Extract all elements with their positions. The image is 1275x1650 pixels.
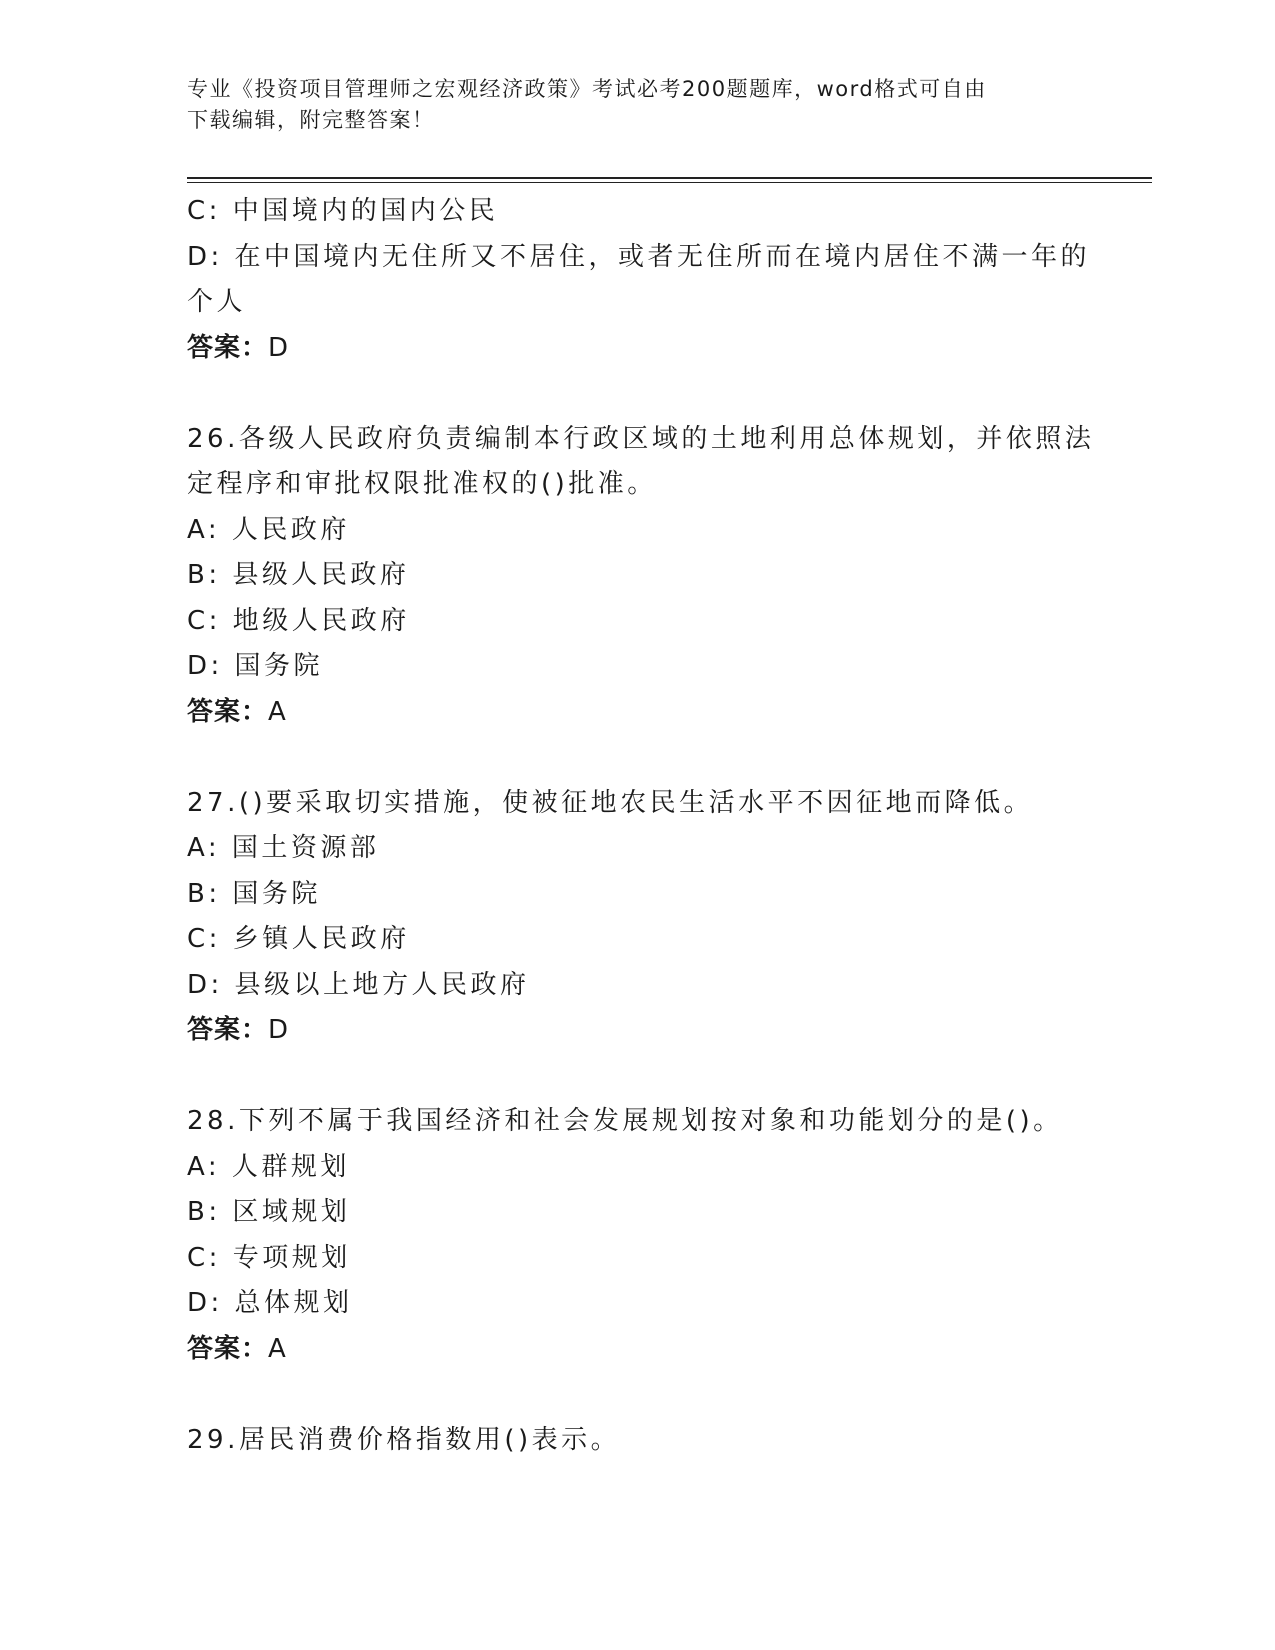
- option-row: [187, 1145, 1087, 1191]
- option-text: 地级人民政府: [232, 605, 410, 636]
- question-29: [187, 1418, 1087, 1464]
- answer-label: 答案：: [187, 1333, 269, 1364]
- document-header: [187, 74, 1067, 136]
- option-row: [187, 826, 1087, 872]
- option-text: 个人: [187, 287, 247, 317]
- option-letter: D:: [187, 969, 223, 1000]
- option-text: 国务院: [232, 878, 321, 909]
- option-text: 专项规划: [232, 1242, 351, 1273]
- answer-row: [187, 1327, 1087, 1373]
- header-title-line-1: 专业《投资项目管理师之宏观经济政策》考试必考200题题库，word格式可自由: [187, 77, 987, 101]
- answer-row: [187, 1008, 1087, 1054]
- option-letter: C:: [187, 924, 221, 954]
- option-letter: A:: [187, 1151, 221, 1182]
- question-stem-line-1: 28.下列不属于我国经济和社会发展规划按对象和功能划分的是()。: [187, 1106, 1063, 1136]
- question-spacer: [187, 371, 1087, 417]
- option-row: [187, 1190, 1087, 1236]
- question-stem-line-1: 29.居民消费价格指数用()表示。: [187, 1424, 621, 1455]
- option-row: [187, 1281, 1087, 1327]
- option-letter: C:: [187, 1242, 221, 1273]
- option-letter: D:: [187, 651, 223, 681]
- option-row: [187, 917, 1087, 963]
- option-row: [187, 235, 1091, 281]
- option-text: 县级以上地方人民政府: [234, 969, 530, 1000]
- option-row-continuation: [187, 280, 1087, 326]
- question-27: [187, 781, 1087, 1054]
- option-letter: B:: [187, 1197, 221, 1227]
- option-text: 总体规划: [234, 1288, 353, 1318]
- answer-row: [187, 326, 1087, 372]
- option-row: [187, 553, 1087, 599]
- question-26: [187, 417, 1095, 736]
- answer-row: [187, 690, 1087, 736]
- option-letter: A:: [187, 833, 221, 863]
- option-text: 人民政府: [231, 514, 350, 545]
- question-stem-line-1: 26.各级人民政府负责编制本行政区域的土地利用总体规划，并依照法: [187, 423, 1095, 454]
- option-letter: B:: [187, 560, 221, 590]
- answer-value: A: [268, 696, 288, 727]
- answer-value: D: [268, 1015, 291, 1045]
- option-row: [187, 872, 1087, 918]
- question-spacer: [187, 1372, 1087, 1418]
- option-row: [187, 1236, 1087, 1282]
- option-text: 中国境内的国内公民: [232, 196, 499, 226]
- question-spacer: [187, 1054, 1087, 1100]
- option-text: 县级人民政府: [232, 560, 410, 590]
- option-letter: D:: [187, 241, 223, 272]
- option-row: [187, 644, 1087, 690]
- option-text: 乡镇人民政府: [232, 924, 410, 954]
- header-rule-thick: [187, 177, 1152, 179]
- answer-value: A: [268, 1333, 288, 1364]
- option-letter: B:: [187, 878, 221, 909]
- header-title-line-2: 下载编辑，附完整答案！: [187, 108, 435, 132]
- carryover-question: [187, 189, 1091, 371]
- option-letter: C:: [187, 196, 221, 226]
- option-row: [187, 963, 1087, 1009]
- option-row: [187, 189, 1087, 235]
- question-stem-line-2: 定程序和审批权限批准权的()批准。: [187, 469, 657, 499]
- answer-label: 答案：: [187, 332, 269, 363]
- option-letter: A:: [187, 514, 221, 545]
- answer-value: D: [268, 332, 291, 363]
- answer-label: 答案：: [187, 1015, 269, 1045]
- question-spacer: [187, 735, 1087, 781]
- option-text: 人群规划: [231, 1151, 350, 1182]
- option-letter: C:: [187, 605, 221, 636]
- question-28: [187, 1099, 1087, 1372]
- option-row: [187, 599, 1087, 645]
- question-stem-line-1: 27.()要采取切实措施，使被征地农民生活水平不因征地而降低。: [187, 787, 1034, 818]
- option-letter: D:: [187, 1288, 223, 1318]
- option-text: 国土资源部: [231, 833, 380, 863]
- document-body: [187, 189, 1095, 1463]
- option-row: [187, 508, 1087, 554]
- option-text: 区域规划: [232, 1197, 351, 1227]
- option-text: 国务院: [234, 651, 324, 681]
- header-rule-thin: [187, 182, 1152, 183]
- option-text: 在中国境内无住所又不居住，或者无住所而在境内居住不满一年的: [234, 241, 1091, 272]
- answer-label: 答案：: [187, 696, 269, 727]
